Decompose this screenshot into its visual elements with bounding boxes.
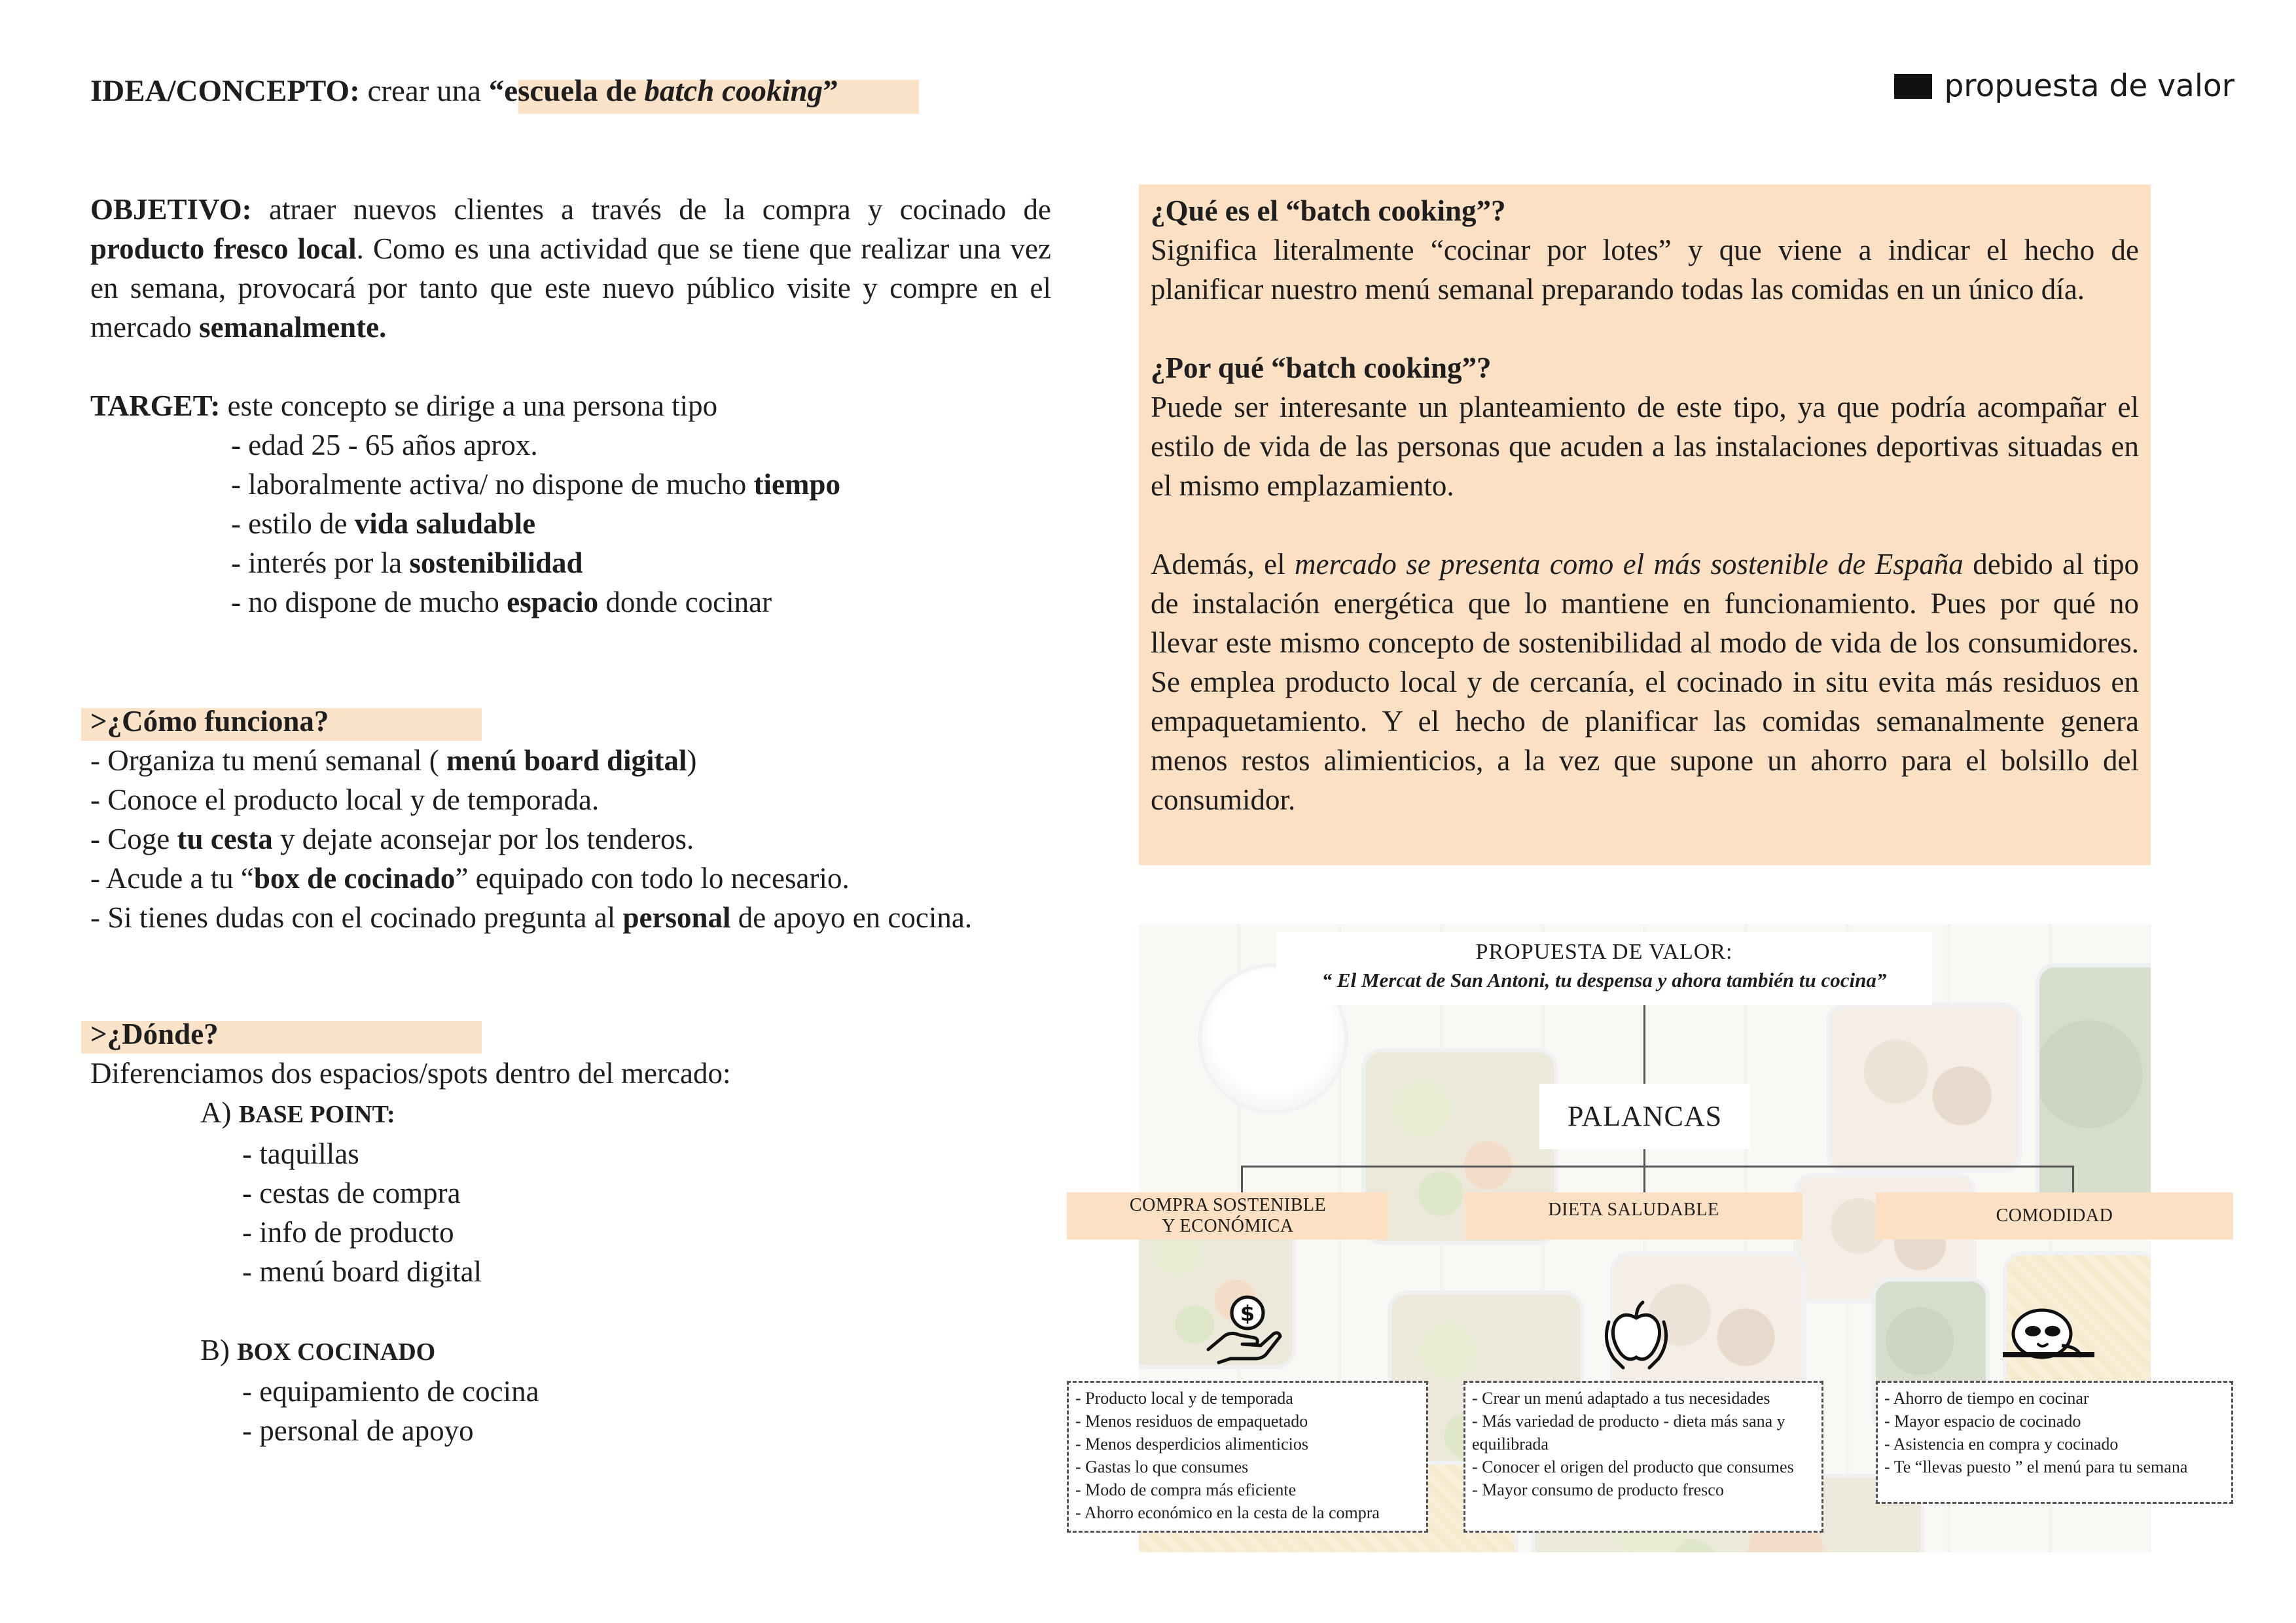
- funciona-item: - Coge tu cesta y dejate aconsejar por los tenderos.: [90, 823, 694, 855]
- list-item: - Ahorro de tiempo en cocinar: [1884, 1389, 2089, 1408]
- objetivo-paragraph: [90, 190, 1051, 347]
- concept-quote-italic: batch cooking: [644, 74, 823, 108]
- objetivo-text-2: . Como es una actividad que se tiene que realizar una vez en semana, provocará por tanto que este nuevo público visite y compre en el mercado: [90, 232, 1052, 344]
- palancas-box: PALANCAS: [1539, 1084, 1750, 1149]
- list-item: - Más variedad de producto - dieta más sana y equilibrada: [1472, 1412, 1785, 1454]
- funciona-section: [90, 702, 1111, 937]
- funciona-item: - Acude a tu “box de cocinado” equipado con todo lo necesario.: [90, 862, 850, 895]
- vp-title: PROPUESTA DE VALOR:: [1475, 940, 1733, 964]
- info-q1: ¿Qué es el “batch cooking”?: [1151, 194, 1506, 227]
- hand-money-icon: [1204, 1289, 1283, 1368]
- spot-b-heading: B) BOX COCINADO: [200, 1334, 436, 1366]
- objetivo-bold-1: producto fresco local: [90, 232, 357, 265]
- apple-hands-icon: [1597, 1296, 1676, 1374]
- spot-a-item: - info de producto: [242, 1216, 454, 1249]
- connector-line: [1643, 1149, 1645, 1166]
- objetivo-text-1: atraer nuevos clientes a través de la compra y cocinado de: [251, 193, 1051, 226]
- target-label: TARGET:: [90, 389, 221, 422]
- connector-line: [1241, 1166, 2073, 1168]
- target-item: - estilo de vida saludable: [231, 507, 536, 540]
- lever-label: COMPRA SOSTENIBLE Y ECONÓMICA: [1067, 1192, 1389, 1240]
- objetivo-bold-2: semanalmente.: [199, 311, 387, 344]
- funciona-item: - Si tienes dudas con el cocinado pregunta al personal de apoyo en cocina.: [90, 901, 973, 934]
- section-tag-label: propuesta de valor: [1944, 68, 2234, 104]
- target-item: - edad 25 - 65 años aprox.: [231, 429, 538, 461]
- spot-a-item: - menú board digital: [242, 1255, 482, 1288]
- spacer: [90, 1291, 1072, 1330]
- connector-line: [1643, 1005, 1645, 1084]
- spot-a-item: - taquillas: [242, 1137, 359, 1170]
- info-a3: Además, el mercado se presenta como el más sostenible de España debido al tipo de instalación energética que lo mantiene en funcionamiento. Pues por qué no llevar este mismo concepto de sostenibilidad al modo de vida de los consumidores. Se emplea producto local y de cercanía, el cocinado in situ evita más residuos en empaquetamiento. Y el hecho de planificar las comidas semanalmente genera menos restos alimienticios, a la vez que supone un ahorro para el bolsillo del consumidor.: [1151, 548, 2139, 816]
- spot-b-item: - equipamiento de cocina: [242, 1375, 539, 1408]
- target-item: - no dispone de mucho espacio donde cocinar: [231, 586, 772, 618]
- concept-quote-close: ”: [823, 74, 838, 108]
- lever-label: DIETA SALUDABLE: [1465, 1192, 1803, 1240]
- sloth-icon: [2003, 1294, 2094, 1373]
- list-item: - Mayor espacio de cocinado: [1884, 1412, 2081, 1431]
- list-item: - Asistencia en compra y cocinado: [1884, 1435, 2119, 1454]
- lever-benefits-list: [1067, 1381, 1428, 1533]
- section-square-icon: [1894, 74, 1932, 99]
- list-item: - Conocer el origen del producto que consumes: [1472, 1457, 1794, 1476]
- spot-b-item: - personal de apoyo: [242, 1414, 474, 1447]
- connector-line: [2072, 1166, 2074, 1192]
- list-item: - Menos residuos de empaquetado: [1075, 1412, 1308, 1431]
- list-item: - Te “llevas puesto ” el menú para tu semana: [1884, 1457, 2188, 1476]
- lever-benefits-list: [1463, 1381, 1823, 1533]
- funciona-title: >¿Cómo funciona?: [90, 705, 329, 738]
- vp-title-box: [1276, 932, 1932, 1005]
- connector-line: [1643, 1166, 1645, 1192]
- list-item: - Menos desperdicios alimenticios: [1075, 1435, 1308, 1454]
- svg-text:$: $: [1240, 1301, 1255, 1326]
- donde-title: >¿Dónde?: [90, 1018, 219, 1050]
- list-item: - Modo de compra más eficiente: [1075, 1480, 1297, 1499]
- vp-subtitle: “ El Mercat de San Antoni, tu despensa y ahora también tu cocina”: [1321, 969, 1887, 991]
- target-heading: [90, 386, 1072, 425]
- info-a1: Significa literalmente “cocinar por lotes” y que viene a indicar el hecho de planificar nuestro menú semanal preparando todas las comidas en un único día.: [1151, 234, 2139, 306]
- spacer: [1151, 309, 2139, 348]
- target-item: - laboralmente activa/ no dispone de mucho tiempo: [231, 468, 840, 501]
- spacer: [1151, 505, 2139, 544]
- connector-line: [1241, 1166, 1243, 1192]
- concept-quote: [489, 74, 838, 108]
- list-item: - Gastas lo que consumes: [1075, 1457, 1249, 1476]
- objetivo-label: OBJETIVO:: [90, 193, 252, 226]
- info-a2: Puede ser interesante un planteamiento de este tipo, ya que podría acompañar el estilo de vida de las personas que acuden a las instalaciones deportivas situadas en el mismo emplazamiento.: [1151, 391, 2139, 502]
- concept-quote-open: “escuela de: [488, 74, 645, 108]
- section-tag: [1894, 68, 2234, 104]
- concept-text: crear una: [359, 74, 489, 108]
- target-item: - interés por la sostenibilidad: [231, 546, 583, 579]
- concept-label: IDEA/CONCEPTO:: [90, 74, 360, 108]
- list-item: - Producto local y de temporada: [1075, 1389, 1293, 1408]
- spot-a-heading: A) BASE POINT:: [200, 1096, 395, 1129]
- list-item: - Ahorro económico en la cesta de la compra: [1075, 1503, 1380, 1522]
- donde-intro: Diferenciamos dos espacios/spots dentro del mercado:: [90, 1057, 731, 1090]
- list-item: - Crear un menú adaptado a tus necesidades: [1472, 1389, 1770, 1408]
- concept-line: [90, 73, 838, 109]
- donde-section: [90, 1014, 1072, 1450]
- lever-benefits-list: [1876, 1381, 2233, 1504]
- target-block: [90, 386, 1072, 622]
- target-intro: este concepto se dirige a una persona tipo: [220, 389, 718, 422]
- info-box: [1139, 185, 2151, 865]
- info-q2: ¿Por qué “batch cooking”?: [1151, 351, 1492, 384]
- spot-a-item: - cestas de compra: [242, 1177, 461, 1209]
- funciona-item: - Conoce el producto local y de temporada.: [90, 783, 600, 816]
- list-item: - Mayor consumo de producto fresco: [1472, 1480, 1724, 1499]
- lever-label: COMODIDAD: [1876, 1192, 2233, 1240]
- funciona-item: - Organiza tu menú semanal ( menú board digital): [90, 744, 697, 777]
